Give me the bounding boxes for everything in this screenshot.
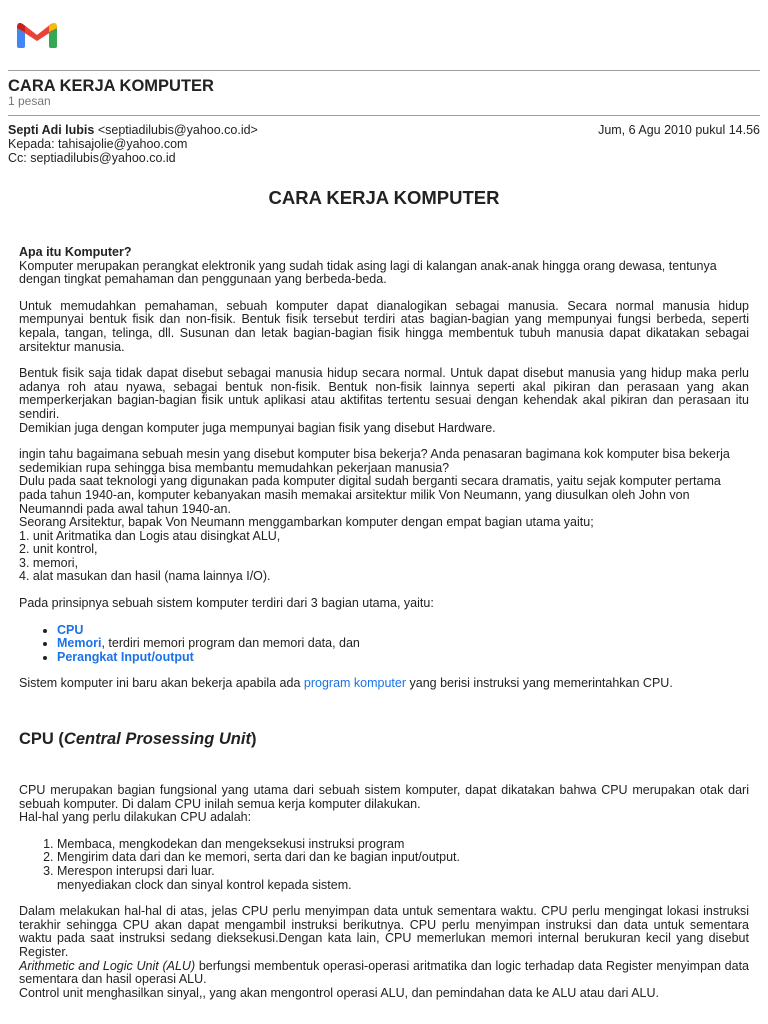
program-text-post: yang berisi instruksi yang memerintahkan CPU. [406,676,673,691]
paragraph-alu [19,960,749,987]
header-divider [8,70,760,71]
cpu-task-continued: menyediakan clock dan sinyal kontrol kepada sistem. [57,877,352,892]
alu-term: Arithmetic and Logic Unit (ALU) [19,958,196,973]
list-item: 3. Merespon interupsi dari luar. [57,865,749,879]
program-komputer-link[interactable]: program komputer [303,676,407,691]
email-meta [8,123,760,165]
list-item [57,624,749,638]
list-item [57,651,749,665]
cpu-heading-post: ) [250,730,257,749]
cpu-link[interactable]: CPU [57,622,84,637]
list-item [57,637,749,651]
component-list [19,624,749,665]
memori-description: , terdiri memori program dan memori data, dan [101,636,360,651]
paragraph-register: Dalam melakukan hal-hal di atas, jelas CPU perlu menyimpan data untuk sementara waktu. CPU perlu mengingat lokasi instruksi terakhir sehingga CPU akan dapat mengambil instruksi berikutnya. CPU perlu menyimpan instruksi dan data untuk sementara waktu pada saat instruksi sedang dieksekusi.Dengan kata lain, CPU memerlukan memori internal berukuran kecil yang disebut Register. [19,904,749,959]
paragraph-curiosity: ingin tahu bagaimana sebuah mesin yang disebut komputer bisa bekerja? Anda penasaran bagimana kok komputer bisa bekerja sedemikian rupa sehingga bisa membantu memudahkan pekerjaan manusia? [19,447,730,475]
paragraph-intro: Komputer merupakan perangkat elektronik yang sudah tidak asing lagi di kalangan anak-anak hingga orang dewasa, tentunya dengan tingkat pemahaman dan penggunaan yang berbeda-beda. [19,258,717,287]
paragraph-program [19,677,749,691]
gmail-logo-icon [16,19,58,49]
program-text-pre: Sistem komputer ini baru akan bekerja apabila ada [19,676,304,691]
part-item: 1. unit Aritmatika dan Logis atau disingkat ALU, [19,528,281,543]
paragraph-control-unit: Control unit menghasilkan sinyal,, yang akan mengontrol operasi ALU, dan pemindahan data ke ALU atau dari ALU. [19,985,659,1000]
alu-description: berfungsi membentuk operasi-operasi aritmatika dan logic terhadap data Register menyimpan data sementara dan hasil operasi ALU. [19,958,749,987]
sender-name: Septi Adi lubis [8,123,95,137]
paragraph-nonphysical: Bentuk fisik saja tidak dapat disebut sebagai manusia hidup secara normal. Untuk dapat disebut manusia yang hidup maka perlu adanya roh atau nyawa, sebagai bentuk non-fisik. Bentuk non-fisik lainnya seperti akal pikiran dan perasaan yang akan memperkerjakan bagian-bagian fisik untuk aplikasi atau aktifitas tertentu sesuai dengan kehendak akal pikiran dan perasaan itu sendiri. [19,366,749,421]
cpu-heading-pre: CPU ( [19,730,64,749]
cpu-task-list [19,838,749,879]
memori-link[interactable]: Memori [57,636,102,651]
part-item: 3. memori, [19,555,79,570]
paragraph-history: Dulu pada saat teknologi yang digunakan pada komputer digital sudah berganti secara dramatis, yaitu sejak komputer pertama pada tahun 1940-an, komputer kebanyakan masih memakai arsitektur milik Von Neumann, yang diusulkan oleh John von Neumanndi pada awal tahun 1940-an. [19,474,721,516]
part-item: 2. unit kontrol, [19,542,98,557]
part-item: 4. alat masukan dan hasil (nama lainnya I/O). [19,569,271,584]
message-count: 1 pesan [8,94,51,108]
email-subject: CARA KERJA KOMPUTER [8,77,214,95]
paragraph-von-neumann: Seorang Arsitektur, bapak Von Neumann menggambarkan komputer dengan empat bagian utama yaitu; [19,515,594,530]
email-body [19,187,749,1000]
recipient-to: Kepada: tahisajolie@yahoo.com [8,137,188,151]
paragraph-hardware: Demikian juga dengan komputer juga mempunyai bagian fisik yang disebut Hardware. [19,420,496,435]
recipient-cc: Cc: septiadilubis@yahoo.co.id [8,151,176,165]
list-item: 1. Membaca, mengkodekan dan mengeksekusi instruksi program [57,838,749,852]
subject-divider [8,115,760,116]
paragraph-analogy: Untuk memudahkan pemahaman, sebuah komputer dapat dianalogikan sebagai manusia. Secara normal manusia hidup mempunyai bentuk fisik dan non-fisik. Bentuk fisik tersebut terdiri atas bagian-bagian yang mempunyai fungsi berbeda, seperti kepala, tangan, telinga, dll. Susunan dan letak bagian-bagian fisik hingga membentuk tubuh manusia dapat dikatakan sebagai arsitektur manusia. [19,298,749,354]
cpu-heading [19,729,749,749]
document-title: CARA KERJA KOMPUTER [268,187,500,208]
paragraph-cpu-tasks: Hal-hal yang perlu dilakukan CPU adalah: [19,810,252,825]
input-output-link[interactable]: Perangkat Input/output [57,649,194,664]
paragraph-principle: Pada prinsipnya sebuah sistem komputer terdiri dari 3 bagian utama, yaitu: [19,596,434,611]
email-date: Jum, 6 Agu 2010 pukul 14.56 [598,123,760,137]
list-item: 2. Mengirim data dari dan ke memori, serta dari dan ke bagian input/output. [57,851,749,865]
sender-email[interactable]: <septiadilubis@yahoo.co.id> [97,123,258,137]
cpu-heading-italic: Central Prosessing Unit [63,730,251,749]
paragraph-cpu: CPU merupakan bagian fungsional yang utama dari sebuah sistem komputer, dapat dikatakan bahwa CPU merupakan otak dari sebuah komputer. Di dalam CPU inilah semua kerja komputer dilakukan. [19,783,749,811]
question-heading: Apa itu Komputer? [19,245,132,259]
